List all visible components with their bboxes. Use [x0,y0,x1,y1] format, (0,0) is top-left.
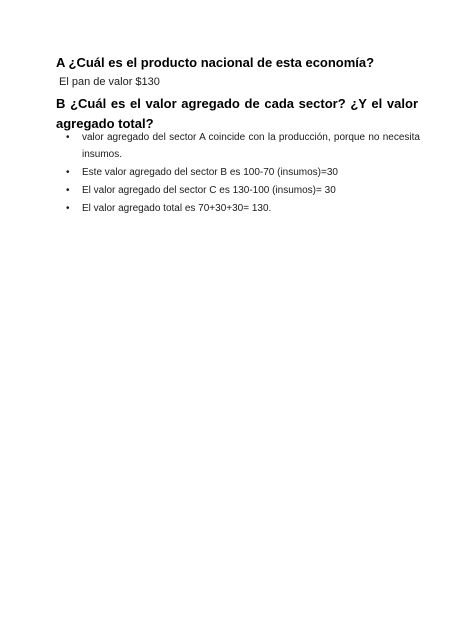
list-item [66,200,420,217]
bullet-icon: • [66,132,70,143]
bullet-text: El valor agregado total es 70+30+30= 130. [82,203,272,214]
bullet-icon: • [66,167,70,178]
question-a-heading: A ¿Cuál es el producto nacional de esta economía? [56,55,375,70]
list-item [66,129,420,163]
bullet-icon: • [66,185,70,196]
list-item [66,182,420,199]
bullet-text: Este valor agregado del sector B es 100-70 (insumos)=30 [82,167,338,178]
bullet-icon: • [66,203,70,214]
question-a-answer: El pan de valor $130 [59,76,160,88]
bullet-text: valor agregado del sector A coincide con la producción, porque no necesita insumos. [82,132,420,160]
question-b-heading: B ¿Cuál es el valor agregado de cada sector? ¿Y el valor agregado total? [56,96,418,131]
list-item [66,164,420,181]
answer-bullet-list [66,129,420,218]
bullet-text: El valor agregado del sector C es 130-100 (insumos)= 30 [82,185,336,196]
